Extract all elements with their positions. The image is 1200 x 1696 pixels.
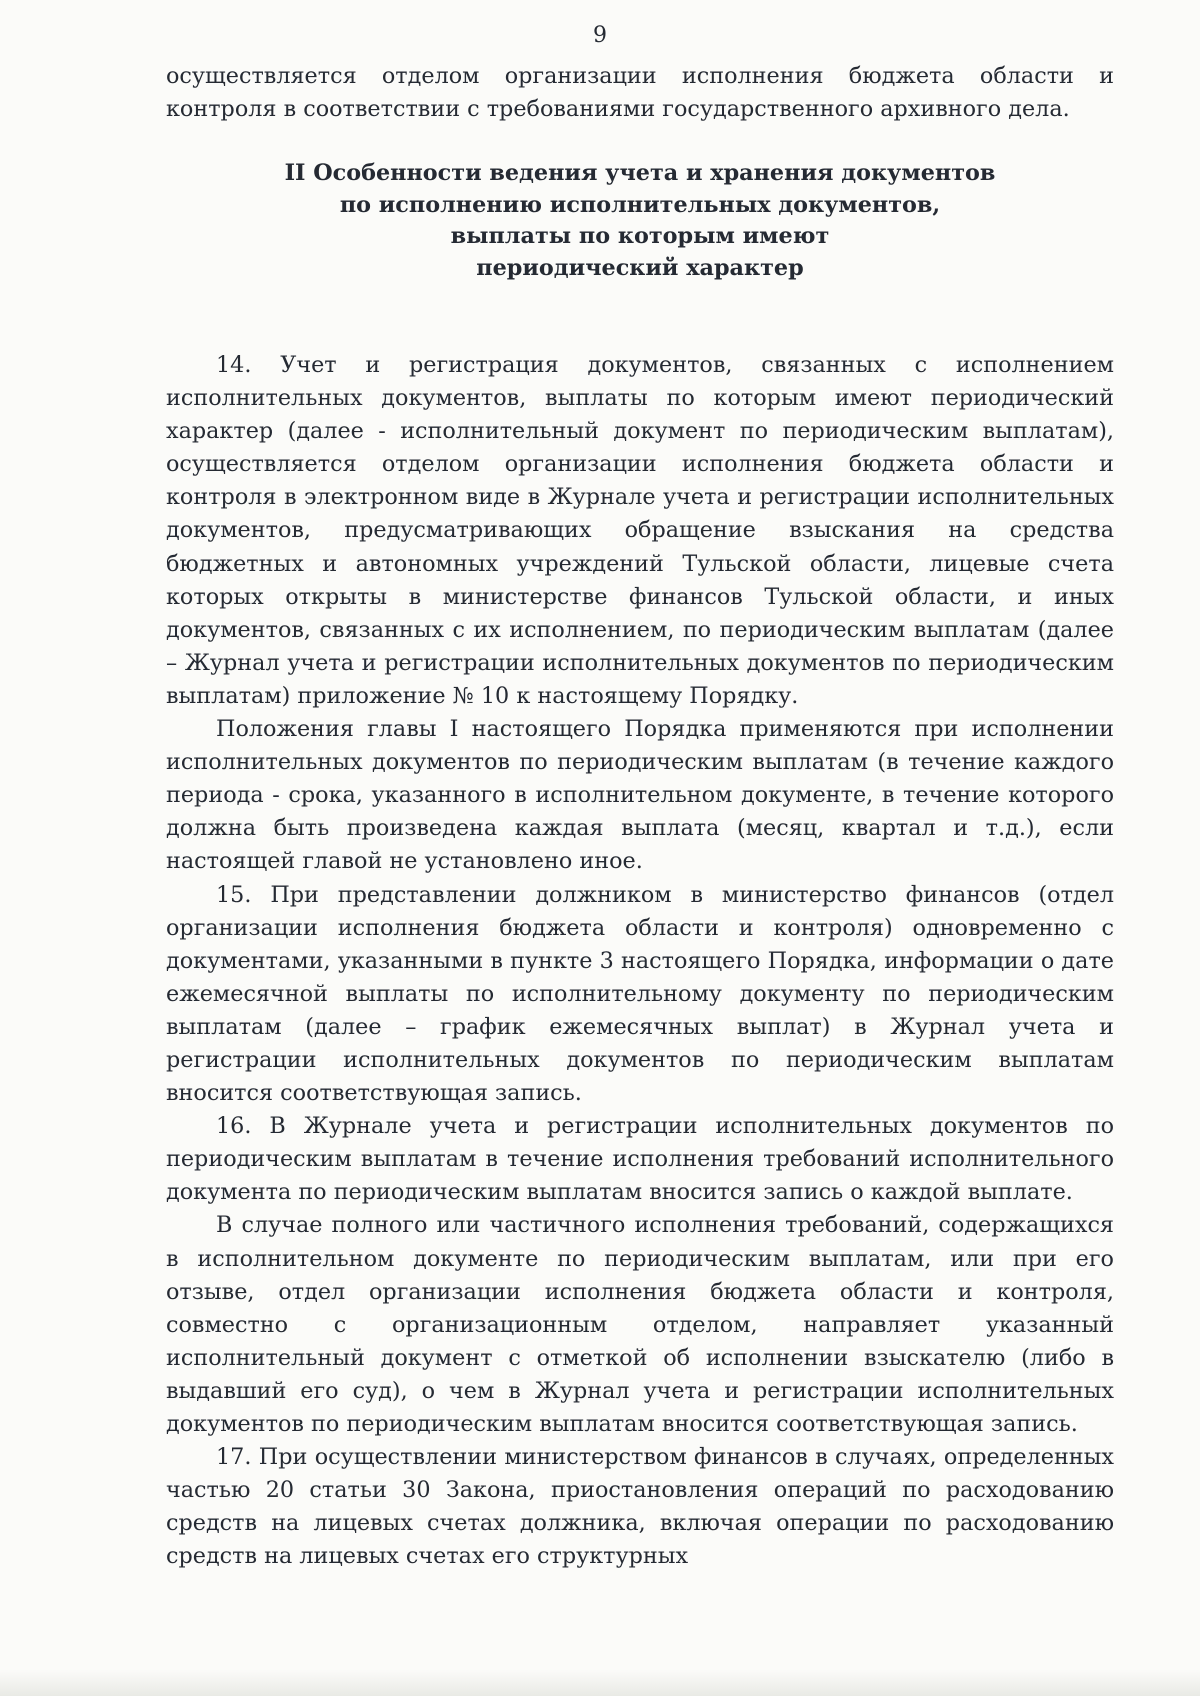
section-heading: [166, 158, 1114, 284]
heading-line: периодический характер: [476, 254, 804, 281]
paragraph-chapter-provisions: Положения главы I настоящего Порядка применяются при исполнении исполнительных документов по периодическим выплатам (в течение каждого периода - срока, указанного в исполнительном документе, в течение которого должна быть произведена каждая выплата (месяц, квартал и т.д.), если настоящей главой не установлено иное.: [166, 716, 1114, 875]
body-text-block: [166, 349, 1114, 1573]
heading-line: выплаты по которым имеют: [450, 223, 830, 249]
page-number: 9: [593, 23, 607, 48]
paragraph-full-execution: В случае полного или частичного исполнения требований, содержащихся в исполнительном документе по периодическим выплатам, или при его отзыве, отдел организации исполнения бюджета области и контроля, совместно с организационным отделом, направляет указанный исполнительный документ с отметкой об исполнении взыскателю (либо в выдавший его суд), о чем в Журнал учета и регистрации исполнительных документов по периодическим выплатам вносится соответствующая запись.: [166, 1212, 1114, 1437]
intro-paragraph: осуществляется отделом организации исполнения бюджета области и контроля в соответствии с требованиями государственного архивного дела.: [166, 63, 1114, 123]
paragraph-14: 14. Учет и регистрация документов, связанных с исполнением исполнительных документов, выплаты по которым имеют периодический характер (далее - исполнительный документ по периодическим выплатам), осуществляется отделом организации исполнения бюджета области и контроля в электронном виде в Журнале учета и регистрации исполнительных документов, предусматривающих обращение взыскания на средства бюджетных и автономных учреждений Тульской области, лицевые счета которых открыты в министерстве финансов Тульской области, и иных документов, связанных с их исполнением, по периодическим выплатам (далее – Журнал учета и регистрации исполнительных документов по периодическим выплатам) приложение № 10 к настоящему Порядку.: [166, 352, 1114, 709]
paragraph-17: 17. При осуществлении министерством финансов в случаях, определенных частью 20 статьи 30 Закона, приостановления операций по расходованию средств на лицевых счетах должника, включая операции по расходованию средств на лицевых счетах его структурных: [166, 1444, 1114, 1570]
heading-line: II Особенности ведения учета и хранения документов: [284, 160, 996, 186]
intro-text-block: [166, 60, 1114, 126]
paragraph-15: 15. При представлении должником в министерство финансов (отдел организации исполнения бюджета области и контроля) одновременно с документами, указанными в пункте 3 настоящего Порядка, информации о дате ежемесячной выплаты по исполнительному документу по периодическим выплатам (далее – график ежемесячных выплат) в Журнал учета и регистрации исполнительных документов по периодическим выплатам вносится соответствующая запись.: [166, 881, 1114, 1107]
heading-line: по исполнению исполнительных документов,: [339, 191, 941, 218]
paragraph-16: 16. В Журнале учета и регистрации исполнительных документов по периодическим выплатам в течение исполнения требований исполнительного документа по периодическим выплатам вносится запись о каждой выплате.: [166, 1113, 1114, 1206]
scan-edge-shadow: [0, 1670, 1200, 1696]
